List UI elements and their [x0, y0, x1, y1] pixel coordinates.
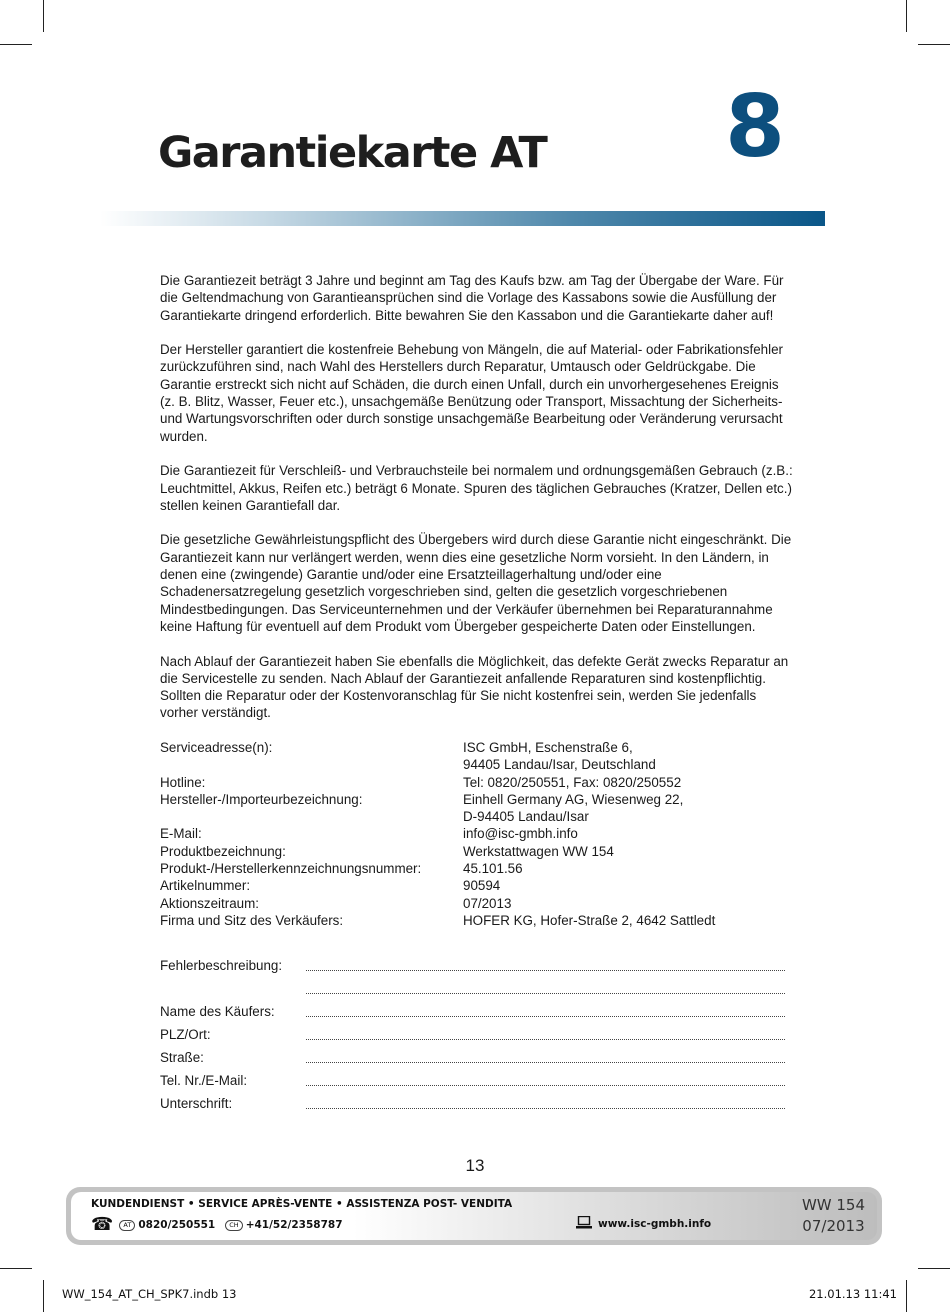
info-value: HOFER KG, Hofer-Straße 2, 4642 Sattledt — [463, 912, 716, 928]
form-row-phone-email — [160, 1073, 785, 1096]
signature-field[interactable] — [306, 1108, 785, 1109]
country-code-at: AT — [119, 1220, 135, 1231]
customer-form — [160, 958, 785, 1119]
chapter-number: 8 — [725, 77, 785, 177]
form-label: PLZ/Ort: — [160, 1027, 211, 1042]
form-row-zip-city — [160, 1027, 785, 1050]
laptop-icon — [576, 1216, 592, 1232]
page-title: Garantiekarte AT — [158, 128, 547, 178]
fault-description-field[interactable] — [306, 970, 785, 971]
street-field[interactable] — [306, 1062, 785, 1063]
info-label: Aktionszeitraum: — [160, 895, 259, 911]
info-row — [160, 774, 800, 791]
info-label: Artikelnummer: — [160, 878, 251, 894]
crop-mark — [906, 1280, 907, 1312]
crop-mark — [918, 44, 950, 45]
crop-mark — [918, 1268, 950, 1269]
info-row — [160, 825, 800, 842]
crop-mark — [0, 44, 32, 45]
telephone-icon: ☎ — [91, 1214, 114, 1235]
guarantee-text — [160, 272, 796, 739]
crop-mark — [43, 0, 44, 32]
info-row — [160, 739, 800, 774]
model-info — [802, 1195, 865, 1237]
paragraph: Nach Ablauf der Garantiezeit haben Sie ebenfalls die Möglichkeit, das defekte Gerät zwecks Reparatur an die Servicestelle zu senden. Nach Ablauf der Garantiezeit anfallende Reparaturen sind kostenpflichtig. Sollten die Reparatur oder der Kostenvoranschlag für Sie nicht kostenfrei sein, werden Sie jedenfalls vorher verständigt. — [160, 653, 789, 721]
info-label: Firma und Sitz des Verkäufers: — [160, 912, 344, 928]
paragraph: Die Garantiezeit für Verschleiß- und Verbrauchsteile bei normalem und ordnungsgemäßen Gebrauch (z.B.: Leuchtmittel, Akkus, Reifen etc.) beträgt 6 Monate. Spuren des täglichen Gebrauches (Kratzer, Dellen etc.) stellen keinen Garantiefall dar. — [160, 463, 793, 513]
form-row-fault-description — [160, 958, 785, 981]
crop-mark — [0, 1268, 32, 1269]
phone-email-field[interactable] — [306, 1085, 785, 1086]
model-date: 07/2013 — [802, 1217, 865, 1235]
info-row — [160, 895, 800, 912]
info-value: info@isc-gmbh.info — [463, 826, 578, 842]
form-label: Name des Käufers: — [160, 1004, 275, 1019]
form-label: Fehlerbeschreibung: — [160, 958, 283, 973]
paragraph: Der Hersteller garantiert die kostenfreie Behebung von Mängeln, die auf Material- oder Fabrikationsfehler zurückzuführen sind, nach Wahl des Herstellers durch Reparatur, Umtausch oder Geldrückgabe. Die Garantie erstreckt sich nicht auf Schäden, die durch einen Unfall, durch ein unvorhergesehenes Ereignis (z. B. Blitz, Wasser, Feuer etc.), unsachgemäße Benützung oder Transport, Missachtung der Sicherheits- und Wartungsvorschriften oder durch sonstige unsachgemäße Bearbeitung oder Veränderung verursacht wurden. — [160, 342, 783, 444]
paragraph: Die Garantiezeit beträgt 3 Jahre und beginnt am Tag des Kaufs bzw. am Tag der Übergabe der Ware. Für die Geltendmachung von Garantieansprüchen sind die Vorlage des Kassabons sowie die Ausfüllung der Garantiekarte dringend erforderlich. Bitte bewahren Sie den Kassabon und die Garantiekarte daher auf! — [160, 273, 784, 323]
footer-inner — [71, 1192, 877, 1240]
form-label: Tel. Nr./E-Mail: — [160, 1073, 248, 1088]
website-link[interactable]: www.isc-gmbh.info — [598, 1218, 712, 1230]
info-row — [160, 877, 800, 894]
zip-city-field[interactable] — [306, 1039, 785, 1040]
form-label: Unterschrift: — [160, 1096, 233, 1111]
info-row — [160, 860, 800, 877]
buyer-name-field[interactable] — [306, 1016, 785, 1017]
page-number: 13 — [465, 1156, 485, 1175]
info-value: Tel: 0820/250551, Fax: 0820/250552 — [463, 774, 682, 790]
info-label: Hotline: — [160, 774, 206, 790]
fault-description-field-2[interactable] — [306, 993, 785, 994]
info-label: E-Mail: — [160, 826, 202, 842]
crop-mark — [43, 1280, 44, 1312]
info-row — [160, 912, 800, 929]
crop-mark — [906, 0, 907, 32]
slug-datetime: 21.01.13 11:41 — [808, 1287, 897, 1301]
form-row-signature — [160, 1096, 785, 1119]
model-name: WW 154 — [801, 1196, 865, 1214]
info-value: 90594 — [463, 878, 501, 894]
form-row-street — [160, 1050, 785, 1073]
info-row — [160, 843, 800, 860]
form-row-buyer-name — [160, 1004, 785, 1027]
info-value: 45.101.56 — [463, 861, 523, 877]
info-row — [160, 791, 800, 826]
hotline-row — [91, 1216, 343, 1234]
form-label: Straße: — [160, 1050, 204, 1065]
info-label: Serviceadresse(n): — [160, 740, 273, 755]
ch-phone: +41/52/2358787 — [245, 1219, 343, 1231]
at-phone: 0820/250551 — [138, 1219, 216, 1231]
info-value: ISC GmbH, Eschenstraße 6, 94405 Landau/Isar, Deutschland — [463, 740, 656, 773]
form-row-fault-description-2 — [160, 981, 785, 1004]
info-value: Einhell Germany AG, Wiesenweg 22, D-94405 Landau/Isar — [463, 791, 684, 825]
country-code-ch: CH — [225, 1220, 242, 1231]
info-label: Produktbezeichnung: — [160, 843, 286, 859]
info-label: Hersteller-/Importeurbezeichnung: — [160, 791, 363, 807]
service-footer — [66, 1187, 882, 1245]
header-gradient-bar — [100, 211, 825, 226]
paragraph: Die gesetzliche Gewährleistungspflicht des Übergebers wird durch diese Garantie nicht eingeschränkt. Die Garantiezeit kann nur verlängert werden, wenn dies eine gesetzliche Norm vorsieht. In den Ländern, in denen eine (zwingende) Garantie und/oder eine Ersatzteillagerhaltung und/oder eine Schadenersatzregelung gesetzlich vorgeschrieben sind, gelten die gesetzlich vorgeschriebenen Mindestbedingungen. Das Serviceunternehmen und der Verkäufer übernehmen bei Reparaturannahme keine Haftung für eventuell auf dem Produkt vom Übergeber gespeicherte Daten oder Einstellungen. — [160, 532, 792, 634]
info-label: Produkt-/Herstellerkennzeichnungsnummer: — [160, 861, 422, 877]
slug-filename: WW_154_AT_CH_SPK7.indb 13 — [62, 1287, 237, 1301]
footer-title: KUNDENDIENST • SERVICE APRÈS-VENTE • ASSISTENZA POST- VENDITA — [91, 1198, 513, 1210]
info-value: Werkstattwagen WW 154 — [463, 843, 614, 859]
service-info-table — [160, 739, 800, 929]
website-row — [576, 1216, 711, 1232]
info-value: 07/2013 — [463, 895, 512, 911]
